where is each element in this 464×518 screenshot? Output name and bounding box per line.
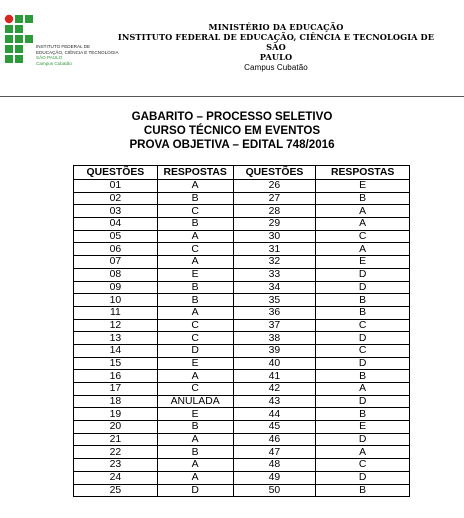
- question-number-cell: 35: [233, 294, 316, 307]
- table-row: [74, 471, 410, 484]
- question-number-cell: 16: [74, 370, 158, 383]
- table-body: [74, 180, 410, 497]
- question-number-cell: 31: [233, 243, 316, 256]
- answer-cell: A: [316, 446, 410, 459]
- answer-cell: C: [316, 230, 410, 243]
- question-number-cell: 14: [74, 344, 158, 357]
- logo-line-1: INSTITUTO FEDERAL DE: [36, 44, 91, 49]
- question-number-cell: 48: [233, 459, 316, 472]
- answer-cell: B: [316, 192, 410, 205]
- question-number-cell: 01: [74, 180, 158, 193]
- answer-cell: A: [157, 459, 233, 472]
- question-number-cell: 47: [233, 446, 316, 459]
- answer-cell: E: [316, 256, 410, 269]
- answer-cell: D: [157, 344, 233, 357]
- answer-cell: A: [157, 306, 233, 319]
- question-number-cell: 09: [74, 281, 158, 294]
- table-row: [74, 256, 410, 269]
- answer-cell: D: [316, 268, 410, 281]
- answer-cell: D: [316, 395, 410, 408]
- question-number-cell: 23: [74, 459, 158, 472]
- answer-cell: E: [157, 408, 233, 421]
- answer-cell: C: [157, 332, 233, 345]
- answer-cell: B: [316, 370, 410, 383]
- question-number-cell: 12: [74, 319, 158, 332]
- answer-cell: E: [157, 357, 233, 370]
- answer-cell: A: [157, 433, 233, 446]
- answer-cell: ANULADA: [157, 395, 233, 408]
- table-row: [74, 408, 410, 421]
- table-row: [74, 294, 410, 307]
- campus-name: Campus Cubatão: [244, 63, 308, 72]
- question-number-cell: 26: [233, 180, 316, 193]
- answer-cell: B: [316, 306, 410, 319]
- table-row: [74, 306, 410, 319]
- question-number-cell: 05: [74, 230, 158, 243]
- answer-cell: C: [316, 319, 410, 332]
- institute-name-line-1: INSTITUTO FEDERAL DE EDUCAÇÃO, CIÊNCIA E TECNOLOGIA DE SÃO: [117, 32, 435, 52]
- question-number-cell: 06: [74, 243, 158, 256]
- table-row: [74, 446, 410, 459]
- answer-cell: B: [157, 446, 233, 459]
- answer-cell: E: [157, 268, 233, 281]
- answer-cell: C: [316, 344, 410, 357]
- answer-cell: D: [316, 332, 410, 345]
- question-number-cell: 42: [233, 383, 316, 396]
- table-row: [74, 484, 410, 497]
- answer-cell: D: [316, 471, 410, 484]
- table-row: [74, 332, 410, 345]
- question-number-cell: 25: [74, 484, 158, 497]
- table-row: [74, 319, 410, 332]
- table-row: [74, 243, 410, 256]
- question-number-cell: 17: [74, 383, 158, 396]
- question-number-cell: 03: [74, 205, 158, 218]
- question-number-cell: 50: [233, 484, 316, 497]
- question-number-cell: 33: [233, 268, 316, 281]
- document-header: [110, 22, 442, 73]
- answer-cell: B: [157, 294, 233, 307]
- answer-key-table: [73, 165, 410, 497]
- document-titles: [0, 110, 464, 151]
- answer-cell: A: [157, 370, 233, 383]
- table-row: [74, 370, 410, 383]
- table-row: [74, 268, 410, 281]
- answer-cell: A: [316, 205, 410, 218]
- header-answers-right: RESPOSTAS: [316, 166, 410, 180]
- answer-cell: B: [316, 294, 410, 307]
- table-row: [74, 230, 410, 243]
- answer-cell: B: [157, 218, 233, 231]
- question-number-cell: 45: [233, 421, 316, 434]
- logo-line-2: EDUCAÇÃO, CIÊNCIA E TECNOLOGIA: [36, 49, 119, 55]
- question-number-cell: 41: [233, 370, 316, 383]
- table-row: [74, 344, 410, 357]
- answer-cell: A: [157, 180, 233, 193]
- table-row: [74, 218, 410, 231]
- logo-text: [36, 44, 119, 66]
- question-number-cell: 49: [233, 471, 316, 484]
- table-row: [74, 281, 410, 294]
- question-number-cell: 15: [74, 357, 158, 370]
- logo-line-4: Campus Cubatão: [36, 60, 72, 66]
- header-answers-left: RESPOSTAS: [157, 166, 233, 180]
- title-line-1: GABARITO – PROCESSO SELETIVO: [131, 110, 333, 123]
- question-number-cell: 24: [74, 471, 158, 484]
- table-row: [74, 180, 410, 193]
- question-number-cell: 11: [74, 306, 158, 319]
- question-number-cell: 30: [233, 230, 316, 243]
- question-number-cell: 02: [74, 192, 158, 205]
- table-row: [74, 205, 410, 218]
- ministry-name: MINISTÉRIO DA EDUCAÇÃO: [208, 22, 344, 32]
- table-row: [74, 395, 410, 408]
- answer-cell: D: [316, 281, 410, 294]
- if-logo-icon: [4, 14, 34, 70]
- question-number-cell: 18: [74, 395, 158, 408]
- question-number-cell: 04: [74, 218, 158, 231]
- header-questions-right: QUESTÕES: [233, 166, 316, 180]
- question-number-cell: 07: [74, 256, 158, 269]
- answer-cell: B: [157, 192, 233, 205]
- answer-cell: A: [316, 383, 410, 396]
- answer-cell: B: [157, 281, 233, 294]
- answer-cell: D: [316, 357, 410, 370]
- question-number-cell: 34: [233, 281, 316, 294]
- table-row: [74, 192, 410, 205]
- answer-cell: C: [157, 205, 233, 218]
- answer-cell: A: [157, 230, 233, 243]
- answer-cell: D: [157, 484, 233, 497]
- institution-logo: [4, 14, 124, 74]
- question-number-cell: 44: [233, 408, 316, 421]
- logo-line-3: SÃO PAULO: [36, 55, 63, 61]
- table-row: [74, 433, 410, 446]
- question-number-cell: 37: [233, 319, 316, 332]
- question-number-cell: 43: [233, 395, 316, 408]
- answer-cell: C: [157, 243, 233, 256]
- header-divider: [0, 96, 464, 97]
- answer-cell: B: [316, 484, 410, 497]
- question-number-cell: 20: [74, 421, 158, 434]
- question-number-cell: 46: [233, 433, 316, 446]
- question-number-cell: 21: [74, 433, 158, 446]
- table-row: [74, 357, 410, 370]
- answer-cell: C: [157, 319, 233, 332]
- question-number-cell: 08: [74, 268, 158, 281]
- question-number-cell: 27: [233, 192, 316, 205]
- institute-name-line-2: PAULO: [259, 52, 293, 62]
- question-number-cell: 10: [74, 294, 158, 307]
- header-questions-left: QUESTÕES: [74, 166, 158, 180]
- answer-cell: A: [316, 218, 410, 231]
- answer-cell: C: [316, 459, 410, 472]
- answer-cell: C: [157, 383, 233, 396]
- question-number-cell: 38: [233, 332, 316, 345]
- table-row: [74, 383, 410, 396]
- table-row: [74, 421, 410, 434]
- table-row: [74, 459, 410, 472]
- answer-cell: D: [316, 433, 410, 446]
- question-number-cell: 40: [233, 357, 316, 370]
- answer-cell: B: [316, 408, 410, 421]
- answer-cell: A: [157, 256, 233, 269]
- question-number-cell: 32: [233, 256, 316, 269]
- question-number-cell: 13: [74, 332, 158, 345]
- title-line-2: CURSO TÉCNICO EM EVENTOS: [143, 123, 321, 137]
- question-number-cell: 22: [74, 446, 158, 459]
- answer-cell: A: [157, 471, 233, 484]
- question-number-cell: 28: [233, 205, 316, 218]
- answer-cell: E: [316, 421, 410, 434]
- question-number-cell: 39: [233, 344, 316, 357]
- answer-cell: E: [316, 180, 410, 193]
- title-line-3: PROVA OBJETIVA – EDITAL 748/2016: [129, 137, 335, 151]
- question-number-cell: 19: [74, 408, 158, 421]
- question-number-cell: 36: [233, 306, 316, 319]
- answer-cell: B: [157, 421, 233, 434]
- question-number-cell: 29: [233, 218, 316, 231]
- table-header-row: [74, 166, 410, 180]
- answer-cell: A: [316, 243, 410, 256]
